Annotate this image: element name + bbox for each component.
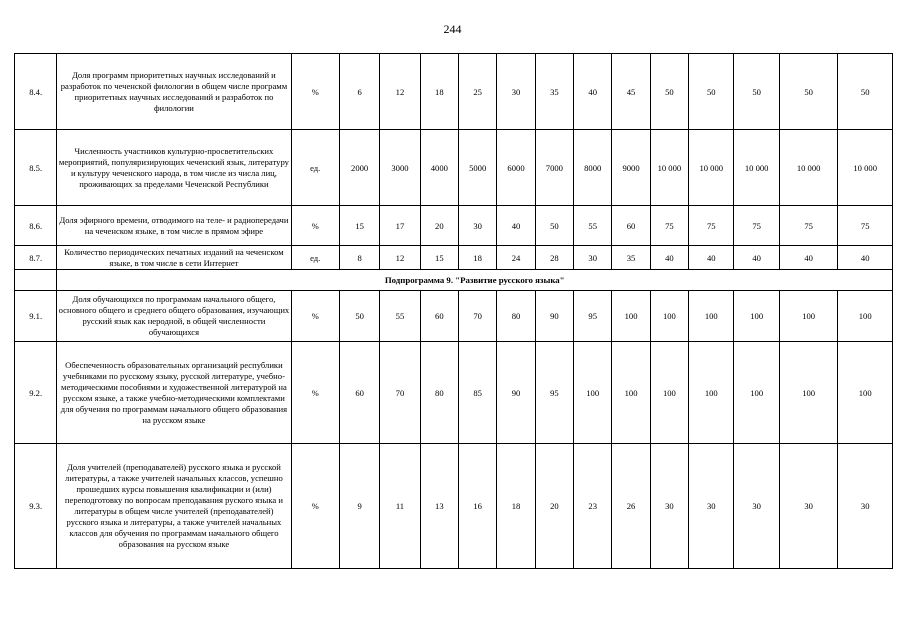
value-cell: 100 — [689, 291, 734, 342]
value-cell: 75 — [734, 206, 779, 246]
value-cell: 7000 — [535, 130, 573, 206]
value-cell: 12 — [380, 246, 420, 270]
unit-cell: % — [291, 206, 339, 246]
value-cell: 10 000 — [779, 130, 838, 206]
value-cell: 6 — [339, 54, 379, 130]
value-cell: 80 — [497, 291, 535, 342]
indicator-description: Численность участников культурно-просветительских мероприятий, популяризирующих чеченский язык, литературу и культуру чеченского народа, в том числе из числа лиц, проживающих за пределами Чеченской Республики — [57, 130, 291, 206]
value-cell: 70 — [380, 342, 420, 444]
unit-cell: % — [291, 444, 339, 569]
value-cell: 40 — [838, 246, 893, 270]
value-cell: 20 — [535, 444, 573, 569]
value-cell: 100 — [574, 342, 612, 444]
value-cell: 50 — [339, 291, 379, 342]
value-cell: 30 — [497, 54, 535, 130]
row-number: 8.6. — [15, 206, 57, 246]
value-cell: 10 000 — [650, 130, 688, 206]
value-cell: 50 — [838, 54, 893, 130]
row-number: 9.2. — [15, 342, 57, 444]
value-cell: 28 — [535, 246, 573, 270]
value-cell: 35 — [612, 246, 650, 270]
value-cell: 100 — [612, 342, 650, 444]
table-row — [15, 444, 893, 569]
value-cell: 40 — [779, 246, 838, 270]
value-cell: 85 — [459, 342, 497, 444]
value-cell: 30 — [689, 444, 734, 569]
value-cell: 40 — [689, 246, 734, 270]
value-cell: 100 — [612, 291, 650, 342]
value-cell: 6000 — [497, 130, 535, 206]
indicator-description: Доля учителей (преподавателей) русского языка и русской литературы, а также учителей начальных классов, успешно прошедших курсы повышения квалификации и (или) переподготовку по вопросам преподавания руского языка и литературы в общем числе учителей (преподавателей) русского языка и литературы, а также учителей начальных классов для обучения по программам начального общего образования на русском языке — [57, 444, 291, 569]
value-cell: 100 — [689, 342, 734, 444]
table-row — [15, 342, 893, 444]
value-cell: 18 — [459, 246, 497, 270]
value-cell: 55 — [380, 291, 420, 342]
value-cell: 95 — [574, 291, 612, 342]
value-cell: 60 — [612, 206, 650, 246]
value-cell: 100 — [838, 342, 893, 444]
value-cell: 15 — [339, 206, 379, 246]
value-cell: 4000 — [420, 130, 458, 206]
section-row — [15, 270, 893, 291]
value-cell: 75 — [779, 206, 838, 246]
unit-cell: % — [291, 291, 339, 342]
value-cell: 75 — [838, 206, 893, 246]
value-cell: 30 — [459, 206, 497, 246]
value-cell: 23 — [574, 444, 612, 569]
value-cell: 100 — [838, 291, 893, 342]
indicator-description: Количество периодических печатных изданий на чеченском языке, в том числе в сети Интернет — [57, 246, 291, 270]
value-cell: 24 — [497, 246, 535, 270]
indicators-table — [14, 53, 893, 569]
table-row — [15, 206, 893, 246]
value-cell: 50 — [734, 54, 779, 130]
row-number: 8.4. — [15, 54, 57, 130]
value-cell: 8 — [339, 246, 379, 270]
value-cell: 18 — [497, 444, 535, 569]
value-cell: 90 — [497, 342, 535, 444]
value-cell: 30 — [650, 444, 688, 569]
unit-cell: % — [291, 342, 339, 444]
value-cell: 30 — [779, 444, 838, 569]
value-cell: 45 — [612, 54, 650, 130]
value-cell: 100 — [734, 342, 779, 444]
value-cell: 50 — [689, 54, 734, 130]
unit-cell: % — [291, 54, 339, 130]
value-cell: 25 — [459, 54, 497, 130]
value-cell: 35 — [535, 54, 573, 130]
value-cell: 95 — [535, 342, 573, 444]
table-row — [15, 291, 893, 342]
indicator-description: Доля обучающихся по программам начального общего, основного общего и среднего общего образования, изучающих русский язык как неродной, в общей численности обучающихся — [57, 291, 291, 342]
unit-cell: ед. — [291, 130, 339, 206]
value-cell: 30 — [838, 444, 893, 569]
value-cell: 100 — [734, 291, 779, 342]
value-cell: 40 — [574, 54, 612, 130]
value-cell: 40 — [497, 206, 535, 246]
row-number: 8.7. — [15, 246, 57, 270]
value-cell: 60 — [420, 291, 458, 342]
value-cell: 75 — [689, 206, 734, 246]
value-cell: 3000 — [380, 130, 420, 206]
indicator-description: Доля эфирного времени, отводимого на теле- и радиопередачи на чеченском языке, в том числе в прямом эфире — [57, 206, 291, 246]
value-cell: 15 — [420, 246, 458, 270]
indicator-description: Обеспеченность образовательных организаций республики учебниками по русскому языку, русской литературе, учебно-методическими пособиями и художественной литературой на русском языке, а также учебно-методическими комплектами для обучения по программам начального общего образования на русском языке — [57, 342, 291, 444]
table-row — [15, 246, 893, 270]
value-cell: 90 — [535, 291, 573, 342]
value-cell: 16 — [459, 444, 497, 569]
value-cell: 30 — [574, 246, 612, 270]
value-cell: 18 — [420, 54, 458, 130]
value-cell: 9 — [339, 444, 379, 569]
row-number: 8.5. — [15, 130, 57, 206]
value-cell: 100 — [779, 342, 838, 444]
value-cell: 26 — [612, 444, 650, 569]
value-cell: 50 — [535, 206, 573, 246]
value-cell: 2000 — [339, 130, 379, 206]
value-cell: 55 — [574, 206, 612, 246]
unit-cell: ед. — [291, 246, 339, 270]
value-cell: 75 — [650, 206, 688, 246]
value-cell: 60 — [339, 342, 379, 444]
value-cell: 5000 — [459, 130, 497, 206]
value-cell: 12 — [380, 54, 420, 130]
value-cell: 10 000 — [734, 130, 779, 206]
value-cell: 40 — [650, 246, 688, 270]
value-cell: 17 — [380, 206, 420, 246]
row-number: 9.3. — [15, 444, 57, 569]
value-cell: 11 — [380, 444, 420, 569]
page-number: 244 — [443, 22, 462, 36]
value-cell: 20 — [420, 206, 458, 246]
value-cell: 50 — [779, 54, 838, 130]
value-cell: 30 — [734, 444, 779, 569]
value-cell: 8000 — [574, 130, 612, 206]
table-row — [15, 130, 893, 206]
value-cell: 100 — [650, 342, 688, 444]
value-cell: 13 — [420, 444, 458, 569]
value-cell: 50 — [650, 54, 688, 130]
table-row — [15, 54, 893, 130]
value-cell: 70 — [459, 291, 497, 342]
value-cell: 9000 — [612, 130, 650, 206]
value-cell: 10 000 — [689, 130, 734, 206]
value-cell: 100 — [779, 291, 838, 342]
section-title: Подпрограмма 9. "Развитие русского языка" — [57, 270, 893, 291]
value-cell: 100 — [650, 291, 688, 342]
value-cell: 40 — [734, 246, 779, 270]
indicator-description: Доля программ приоритетных научных исследований и разработок по чеченской филологии в общем числе программ приоритетных научных исследований и разработок по филологии — [57, 54, 291, 130]
value-cell: 80 — [420, 342, 458, 444]
row-number: 9.1. — [15, 291, 57, 342]
value-cell: 10 000 — [838, 130, 893, 206]
